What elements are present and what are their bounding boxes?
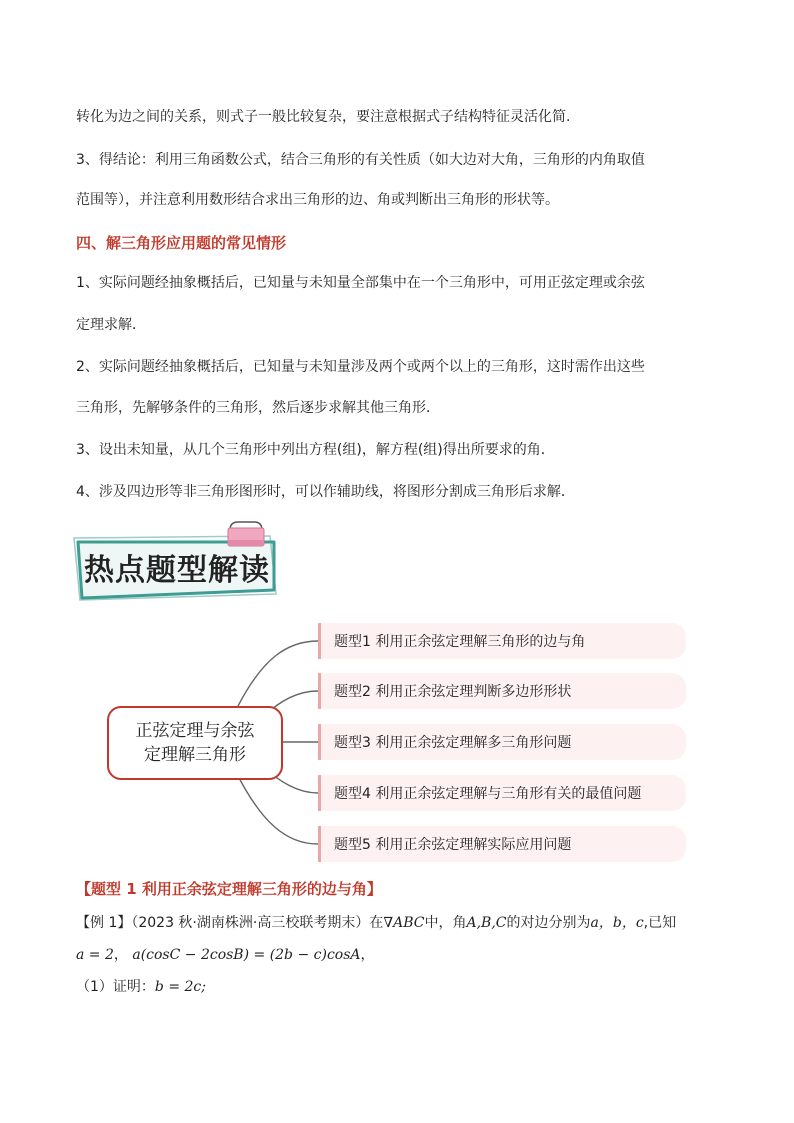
mindmap-branch [318, 775, 686, 811]
triangle-symbol: ∇ABC [383, 915, 425, 931]
angles-math: A,B,C [466, 915, 507, 931]
question-label: （1）证明： [76, 979, 155, 995]
condition-math: a = 2 [76, 947, 114, 963]
mindmap-branch [318, 673, 686, 709]
condition-math: a(cosC − 2cosB) = (2b − c)cosA [132, 947, 361, 963]
branch-label: 题型3 利用正余弦定理解多三角形问题 [334, 735, 572, 751]
mindmap-branch [318, 623, 686, 659]
example-text: ,已知 [643, 915, 677, 931]
paragraph-line: 3、设出未知量，从几个三角形中列出方程(组)，解方程(组)得出所要求的角． [76, 442, 555, 458]
mindmap-branch [318, 724, 686, 760]
branch-label: 题型1 利用正余弦定理解三角形的边与角 [334, 634, 586, 650]
center-line-2: 定理解三角形 [144, 745, 246, 765]
separator: ， [360, 947, 375, 963]
example-line-2 [76, 945, 375, 965]
branch-label: 题型2 利用正余弦定理判断多边形形状 [334, 684, 572, 700]
question-1 [76, 977, 206, 997]
paragraph-line: 2、实际问题经抽象概括后，已知量与未知量涉及两个或两个以上的三角形，这时需作出这些 [76, 359, 645, 375]
mindmap-center-node [107, 706, 283, 780]
paragraph-line: 转化为边之间的关系，则式子一般比较复杂，要注意根据式子结构特征灵活化简. [76, 109, 571, 125]
paragraph-line: 1、实际问题经抽象概括后，已知量与未知量全部集中在一个三角形中，可用正弦定理或余弦 [76, 275, 645, 291]
example-text: 的对边分别为 [506, 915, 591, 931]
paragraph-line: 4、涉及四边形等非三角形图形时，可以作辅助线，将图形分割成三角形后求解． [76, 484, 575, 500]
paragraph-line: 3、得结论：利用三角函数公式，结合三角形的有关性质（如大边对大角，三角形的内角取值 [76, 152, 645, 168]
example-line-1 [76, 913, 676, 933]
sides-math: a，b，c [590, 915, 644, 931]
branch-label: 题型4 利用正余弦定理解与三角形有关的最值问题 [334, 786, 642, 802]
mindmap-branch [318, 826, 686, 862]
type1-heading: 【题型 1 利用正余弦定理解三角形的边与角】 [76, 880, 382, 898]
banner-title: 热点题型解读 [84, 553, 270, 588]
example-prefix: 【例 1】（2023 秋·湖南株洲·高三校联考期末）在 [76, 915, 384, 931]
paragraph-line: 范围等），并注意利用数形结合求出三角形的边、角或判断出三角形的形状等。 [76, 192, 559, 208]
center-line-1: 正弦定理与余弦 [135, 721, 255, 741]
section-heading: 四、解三角形应用题的常见情形 [76, 234, 287, 252]
example-text: 中，角 [424, 915, 467, 931]
separator: ， [113, 947, 128, 963]
binder-clip-icon [228, 522, 264, 546]
paragraph-line: 三角形，先解够条件的三角形，然后逐步求解其他三角形． [76, 400, 440, 416]
paragraph-line: 定理求解． [76, 317, 146, 333]
question-math: b = 2c; [154, 979, 206, 995]
branch-label: 题型5 利用正余弦定理解实际应用问题 [334, 837, 572, 853]
